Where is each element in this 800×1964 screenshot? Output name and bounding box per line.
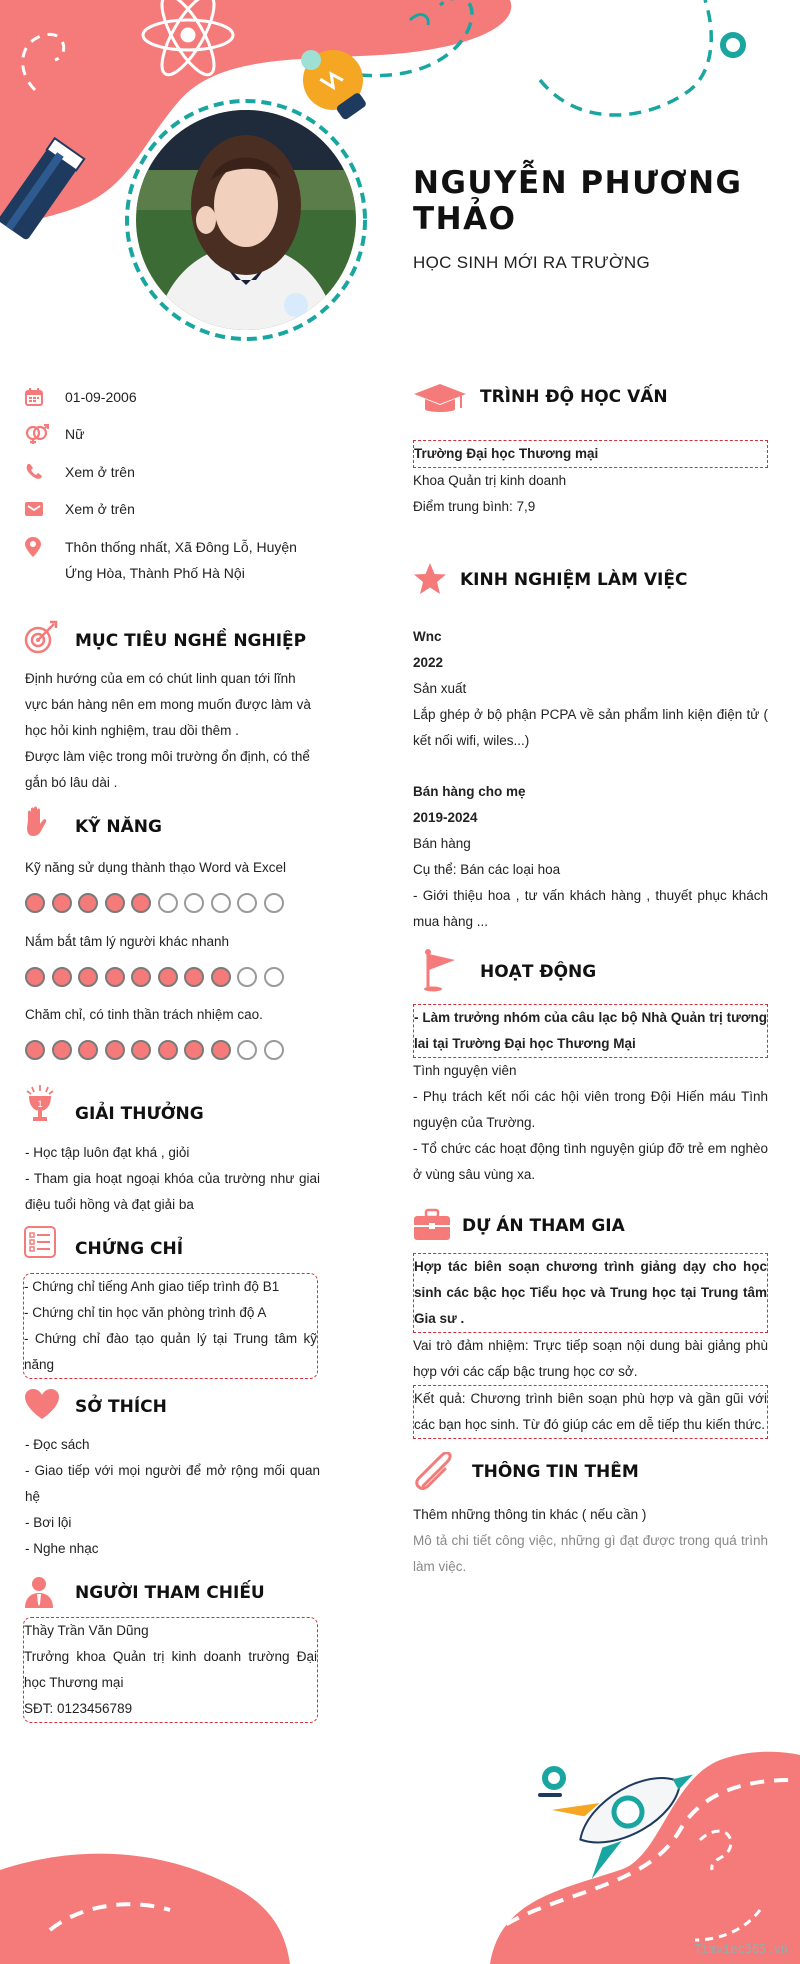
rating-dot-empty	[237, 893, 257, 913]
target-icon	[24, 620, 58, 654]
job-description: Lắp ghép ở bộ phận PCPA về sản phẩm linh kiện điện tử ( kết nối wifi, wiles...)	[413, 707, 768, 748]
candidate-name: NGUYỄN PHƯƠNG THẢO	[413, 165, 743, 237]
person-icon	[24, 1576, 54, 1608]
education-major: Khoa Quản trị kinh doanh	[413, 473, 567, 488]
activities-body	[413, 1004, 768, 1188]
watermark: Timviec365.vn	[694, 1942, 788, 1956]
objective-title: MỤC TIÊU NGHỀ NGHIỆP	[75, 631, 307, 651]
rating-dot-filled	[25, 967, 45, 987]
certs-title: CHỨNG CHỈ	[75, 1239, 184, 1259]
gender-icon	[25, 421, 65, 447]
hobby-line: - Đọc sách	[25, 1437, 90, 1452]
extra-title: THÔNG TIN THÊM	[472, 1462, 639, 1482]
candidate-title: HỌC SINH MỚI RA TRƯỜNG	[413, 253, 650, 272]
reference-body	[23, 1617, 318, 1723]
phone-value: Xem ở trên	[65, 464, 135, 480]
reference-title: NGƯỜI THAM CHIẾU	[75, 1583, 265, 1603]
footer-decoration	[0, 1700, 800, 1964]
awards-body	[25, 1140, 320, 1218]
avatar-photo	[136, 110, 356, 330]
hobby-line: - Giao tiếp với mọi người để mở rộng mối quan hệ	[25, 1463, 320, 1504]
job-year: 2019-2024	[413, 810, 478, 825]
skill-rating	[25, 1040, 284, 1060]
experience-job	[413, 624, 768, 754]
skills-title: KỸ NĂNG	[75, 817, 162, 837]
objective-paragraph: Được làm việc trong môi trường ổn định, có thể gắn bó lâu dài .	[25, 749, 310, 790]
rating-dot-filled	[158, 1040, 178, 1060]
awards-title: GIẢI THƯỞNG	[75, 1104, 204, 1124]
education-gpa: Điểm trung bình: 7,9	[413, 499, 536, 514]
objective-body	[25, 666, 320, 796]
skill-name: Kỹ năng sử dụng thành thạo Word và Excel	[25, 860, 286, 875]
rating-dot-filled	[78, 1040, 98, 1060]
award-line: - Học tập luôn đạt khá , giỏi	[25, 1145, 190, 1160]
location-pin-icon	[25, 534, 65, 560]
gender-value: Nữ	[65, 426, 85, 442]
rating-dot-empty	[184, 893, 204, 913]
rating-dot-filled	[184, 967, 204, 987]
calendar-icon	[25, 384, 65, 410]
reference-line: Thầy Trần Văn Dũng	[24, 1623, 149, 1638]
reference-line: SĐT: 0123456789	[24, 1701, 133, 1716]
skill-item	[25, 929, 320, 955]
rating-dot-filled	[105, 967, 125, 987]
cert-line: - Chứng chỉ đào tạo quản lý tại Trung tâm kỹ năng	[24, 1331, 317, 1372]
contact-email	[25, 496, 315, 522]
rating-dot-empty	[264, 967, 284, 987]
paperclip-icon	[413, 1452, 457, 1492]
rating-dot-filled	[25, 1040, 45, 1060]
rating-dot-filled	[52, 967, 72, 987]
rating-dot-filled	[211, 1040, 231, 1060]
contact-gender	[25, 421, 315, 447]
contact-address	[25, 534, 315, 586]
rating-dot-filled	[131, 967, 151, 987]
experience-job	[413, 779, 768, 935]
activities-title: HOẠT ĐỘNG	[480, 962, 597, 982]
job-company: Wnc	[413, 629, 442, 644]
rating-dot-filled	[78, 967, 98, 987]
projects-body	[413, 1253, 768, 1439]
experience-title: KINH NGHIỆM LÀM VIỆC	[460, 570, 688, 590]
award-line: - Tham gia hoạt ngoại khóa của trường như giai điệu tuổi hồng và đạt giải ba	[25, 1171, 320, 1212]
extra-description: Mô tả chi tiết công việc, những gì đạt được trong quá trình làm việc.	[413, 1533, 768, 1574]
extra-body	[413, 1502, 768, 1580]
briefcase-icon	[413, 1208, 451, 1242]
hobby-line: - Bơi lội	[25, 1515, 72, 1530]
dob-value: 01-09-2006	[65, 389, 137, 405]
rating-dot-empty	[211, 893, 231, 913]
rating-dot-empty	[237, 967, 257, 987]
rating-dot-empty	[264, 893, 284, 913]
rating-dot-filled	[105, 1040, 125, 1060]
hobby-line: - Nghe nhạc	[25, 1541, 99, 1556]
project-result: Kết quả: Chương trình biên soạn phù hợp và gần gũi với các bạn học sinh. Từ đó giúp các em dễ tiếp thu kiến thức.	[413, 1385, 768, 1439]
rating-dot-empty	[158, 893, 178, 913]
rating-dot-filled	[78, 893, 98, 913]
star-icon	[413, 562, 447, 596]
skill-name: Nắm bắt tâm lý người khác nhanh	[25, 934, 229, 949]
email-icon	[25, 496, 65, 522]
skill-rating	[25, 967, 284, 987]
hand-icon	[24, 806, 50, 838]
rating-dot-filled	[158, 967, 178, 987]
job-description: Cụ thể: Bán các loại hoa	[413, 862, 561, 877]
rating-dot-filled	[52, 1040, 72, 1060]
education-title: TRÌNH ĐỘ HỌC VẤN	[480, 387, 668, 407]
project-role: Vai trò đảm nhiệm: Trực tiếp soạn nội dung bài giảng phù hợp với các cấp bậc trung học cơ sở.	[413, 1338, 768, 1379]
contact-dob	[25, 384, 315, 410]
cert-line: - Chứng chỉ tin học văn phòng trình độ A	[24, 1305, 267, 1320]
activity-line: - Tổ chức các hoạt động tình nguyện giúp đỡ trẻ em nghèo ở vùng sâu vùng xa.	[413, 1141, 768, 1182]
graduation-cap-icon	[413, 382, 467, 416]
rating-dot-filled	[52, 893, 72, 913]
rating-dot-empty	[264, 1040, 284, 1060]
rating-dot-filled	[131, 893, 151, 913]
address-value: Thôn thống nhất, Xã Đông Lỗ, Huyện Ứng Hòa, Thành Phố Hà Nội	[65, 539, 297, 581]
rating-dot-filled	[105, 893, 125, 913]
rating-dot-filled	[184, 1040, 204, 1060]
heart-icon	[24, 1388, 60, 1420]
phone-icon	[25, 459, 65, 485]
reference-line: Trưởng khoa Quản trị kinh doanh trường Đại học Thương mại	[24, 1649, 317, 1690]
hobbies-title: SỞ THÍCH	[75, 1397, 167, 1417]
job-role: Sản xuất	[413, 681, 467, 696]
activity-line: Tình nguyện viên	[413, 1063, 517, 1078]
extra-line: Thêm những thông tin khác ( nếu cần )	[413, 1507, 647, 1522]
certs-body	[23, 1273, 318, 1379]
job-year: 2022	[413, 655, 444, 670]
skill-name: Chăm chỉ, có tinh thần trách nhiệm cao.	[25, 1007, 263, 1022]
activity-line: - Phụ trách kết nối các hội viên trong Đội Hiến máu Tình nguyện của Trường.	[413, 1089, 768, 1130]
certificate-list-icon	[24, 1226, 56, 1258]
rating-dot-empty	[237, 1040, 257, 1060]
rating-dot-filled	[25, 893, 45, 913]
objective-paragraph: Định hướng của em có chút linh quan tới lĩnh vực bán hàng nên em mong muốn được làm và học hỏi kinh nghiệm, trau dồi thêm .	[25, 671, 311, 738]
projects-title: DỰ ÁN THAM GIA	[462, 1216, 625, 1236]
job-company: Bán hàng cho mẹ	[413, 784, 526, 799]
education-school: Trường Đại học Thương mại	[413, 440, 768, 468]
education-body	[413, 440, 768, 520]
skill-rating	[25, 893, 284, 913]
flag-icon	[423, 948, 457, 992]
contact-phone	[25, 459, 315, 485]
skill-item	[25, 855, 320, 881]
project-headline: Hợp tác biên soạn chương trình giảng dạy cho học sinh các bậc học Tiểu học và Trung học tại Trung tâm Gia sư .	[413, 1253, 768, 1333]
trophy-icon	[24, 1085, 56, 1123]
email-value: Xem ở trên	[65, 501, 135, 517]
activity-headline: - Làm trưởng nhóm của câu lạc bộ Nhà Quản trị tương lai tại Trường Đại học Thương Mại	[413, 1004, 768, 1058]
rating-dot-filled	[211, 967, 231, 987]
hobbies-body	[25, 1432, 320, 1562]
job-role: Bán hàng	[413, 836, 471, 851]
skill-item	[25, 1002, 320, 1028]
job-description: - Giới thiệu hoa , tư vấn khách hàng , thuyết phục khách mua hàng ...	[413, 888, 768, 929]
svg-text:1: 1	[37, 1099, 43, 1109]
cert-line: - Chứng chỉ tiếng Anh giao tiếp trình độ B1	[24, 1279, 280, 1294]
rating-dot-filled	[131, 1040, 151, 1060]
